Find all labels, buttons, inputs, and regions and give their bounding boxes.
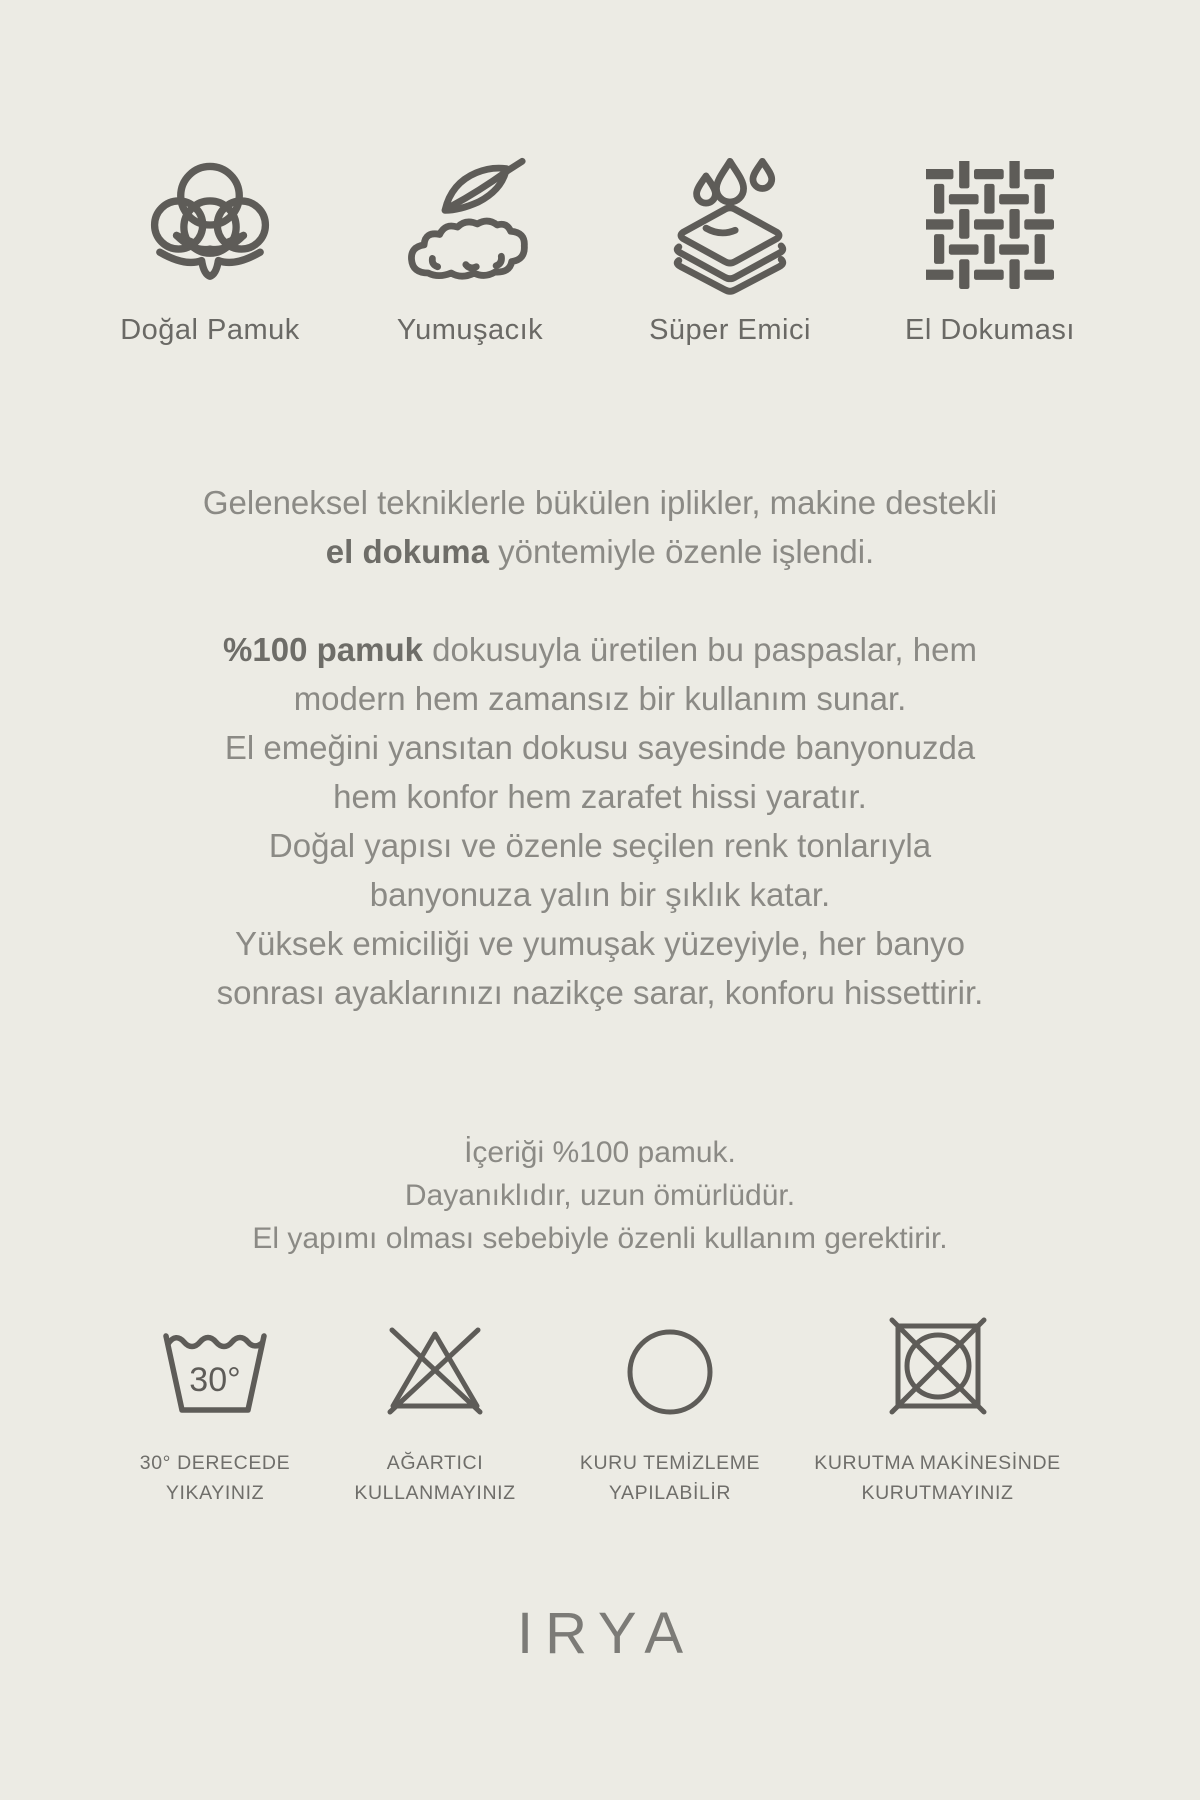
body-line-1: [0, 625, 1200, 674]
wash-30-icon: [156, 1312, 274, 1420]
feature-label: Yumuşacık: [396, 314, 544, 346]
no-bleach-icon: [378, 1312, 492, 1420]
care-label: [814, 1448, 1061, 1508]
dry-clean-icon: [613, 1312, 727, 1420]
feature-absorbent: [643, 146, 818, 347]
care-label-line-2: KULLANMAYINIZ: [354, 1482, 516, 1504]
details-line-1: İçeriği %100 pamuk.: [464, 1136, 736, 1169]
intro-line-2-rest: yöntemiyle özenle işlendi.: [489, 533, 875, 570]
care-label-line-2: KURUTMAYINIZ: [861, 1482, 1014, 1504]
body-line-8: sonrası ayaklarınızı nazikçe sarar, konforu hissettirir.: [216, 974, 984, 1011]
wash-temp-value: 30°: [189, 1361, 241, 1399]
body-line-4: hem konfor hem zarafet hissi yaratır.: [333, 778, 867, 815]
body-line-1-rest: dokusuyla üretilen bu paspaslar, hem: [422, 631, 977, 668]
details-paragraph: [0, 1131, 1200, 1260]
features-row: [0, 146, 1200, 347]
feature-natural-cotton: [120, 146, 300, 347]
care-label-line-2: YAPILABİLİR: [608, 1482, 732, 1504]
body-line-1-bold: %100 pamuk: [223, 631, 423, 668]
care-label-line-1: 30° DERECEDE: [139, 1452, 291, 1474]
feature-label: El Dokuması: [905, 314, 1075, 346]
care-item-no-bleach: [333, 1312, 538, 1508]
details-line-3: El yapımı olması sebebiyle özenli kullanım gerektirir.: [252, 1222, 948, 1255]
cotton-icon: [141, 146, 279, 304]
care-label-line-1: AĞARTICI: [386, 1452, 484, 1474]
body-line-6: banyonuza yalın bir şıklık katar.: [369, 876, 831, 913]
care-label-line-1: KURU TEMİZLEME: [579, 1452, 761, 1474]
details-line-2: Dayanıklıdır, uzun ömürlüdür.: [404, 1179, 796, 1212]
care-instructions-row: [0, 1312, 1200, 1508]
care-item-wash-30: [128, 1312, 303, 1508]
feather-icon: [399, 146, 541, 304]
feature-label: Doğal Pamuk: [120, 314, 300, 346]
absorbent-icon: [660, 146, 800, 304]
care-label-line-2: YIKAYINIZ: [165, 1482, 265, 1504]
care-label-line-1: KURUTMA MAKİNESİNDE: [814, 1452, 1061, 1474]
feature-handwoven: [903, 146, 1078, 347]
handwoven-icon: [926, 146, 1054, 304]
intro-paragraph: [0, 478, 1200, 576]
intro-line-2-bold: el dokuma: [325, 533, 489, 570]
no-tumble-dry-icon: [881, 1312, 995, 1420]
intro-line-1: Geleneksel tekniklerle bükülen iplikler, makine destekli: [202, 484, 998, 521]
care-label: [140, 1448, 290, 1508]
care-item-dry-clean: [568, 1312, 773, 1508]
body-line-5: Doğal yapısı ve özenle seçilen renk tonlarıyla: [268, 827, 932, 864]
intro-line-2: [0, 527, 1200, 576]
body-paragraph: [0, 625, 1200, 1017]
body-line-3: El emeğini yansıtan dokusu sayesinde banyonuzda: [224, 729, 976, 766]
care-label: [354, 1448, 515, 1508]
care-item-no-tumble-dry: [803, 1312, 1073, 1508]
feature-label: Süper Emici: [649, 314, 811, 346]
brand-logo: IRYA: [516, 1601, 696, 1666]
feature-soft: [383, 146, 558, 347]
body-line-2: modern hem zamansız bir kullanım sunar.: [293, 680, 907, 717]
care-label: [580, 1448, 760, 1508]
body-line-7: Yüksek emiciliği ve yumuşak yüzeyiyle, her banyo: [235, 925, 965, 962]
